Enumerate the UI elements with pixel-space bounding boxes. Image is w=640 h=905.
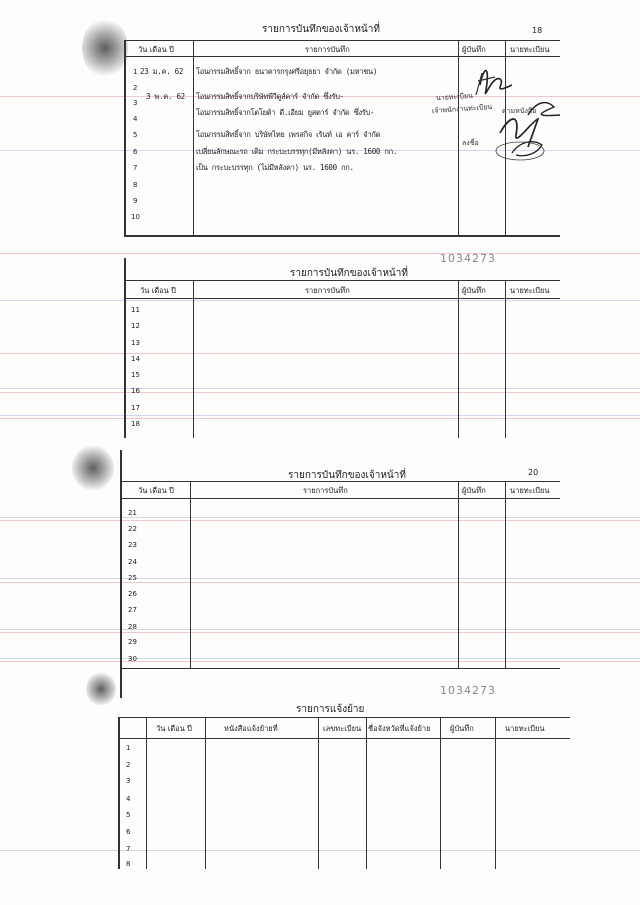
- header-letter: หนังสือแจ้งย้ายที่: [224, 724, 278, 733]
- paper-rule: [0, 629, 640, 630]
- row-number: 1: [133, 68, 138, 76]
- scan-speck: [72, 445, 114, 491]
- header-registrar: นายทะเบียน: [510, 486, 550, 495]
- paper-rule: [0, 517, 640, 518]
- row-number: 25: [128, 574, 137, 582]
- header-recorder: ผู้บันทึก: [462, 486, 486, 495]
- column-divider: [495, 717, 496, 869]
- table-border: [124, 298, 560, 299]
- row-number: 13: [131, 339, 140, 347]
- row-number: 11: [131, 306, 140, 314]
- row-number: 28: [128, 623, 137, 631]
- row-number: 6: [133, 148, 138, 156]
- row-number: 24: [128, 558, 137, 566]
- paper-rule: [0, 388, 640, 389]
- entry-text: โอนกรรมสิทธิ์จาก ธนาคารกรุงศรีอยุธยา จำกัด (มหาชน): [196, 67, 378, 76]
- header-date: วัน เดือน ปี: [138, 486, 174, 495]
- header-recorder: ผู้บันทึก: [450, 724, 474, 733]
- table-border: [124, 40, 560, 41]
- paper-rule: [0, 582, 640, 583]
- paper-rule: [0, 353, 640, 354]
- header-registrar: นายทะเบียน: [510, 45, 550, 54]
- row-number: 4: [126, 795, 131, 803]
- table-border: [120, 450, 122, 698]
- header-registrar: นายทะเบียน: [505, 724, 545, 733]
- page-number: 18: [532, 26, 543, 35]
- signature-stamp: [420, 55, 570, 180]
- entry-date: 23 ม.ค. 62: [140, 67, 184, 76]
- header-entry: รายการบันทึก: [305, 286, 350, 295]
- row-number: 2: [133, 84, 138, 92]
- row-number: 8: [133, 181, 138, 189]
- row-number: 17: [131, 404, 140, 412]
- column-divider: [190, 481, 191, 669]
- scan-speck: [86, 672, 116, 706]
- header-date: วัน เดือน ปี: [156, 724, 192, 733]
- table-border: [120, 668, 560, 669]
- entry-text: เปลี่ยนลักษณะรถ เดิม กระบะบรรทุก(มีหลังคา) นร. 1600 กก.: [196, 147, 398, 156]
- row-number: 10: [131, 213, 140, 221]
- stamp-text: ลงชื่อ: [462, 139, 479, 147]
- section1-title: รายการบันทึกของเจ้าหน้าที่: [262, 24, 380, 35]
- section4-title: รายการแจ้งย้าย: [296, 704, 365, 715]
- table-border: [124, 40, 126, 236]
- entry-text: เป็น กระบะบรรทุก (ไม่มีหลังคา) นร. 1600 กก.: [196, 163, 354, 172]
- header-entry: รายการบันทึก: [305, 45, 350, 54]
- row-number: 27: [128, 606, 137, 614]
- table-border: [124, 235, 560, 237]
- header-province: ชื่อจังหวัดที่แจ้งย้าย: [368, 724, 431, 733]
- header-recorder: ผู้บันทึก: [462, 286, 486, 295]
- row-number: 3: [133, 99, 138, 107]
- paper-rule: [0, 661, 640, 662]
- paper-rule: [0, 253, 640, 254]
- column-divider: [193, 40, 194, 236]
- paper-rule: [0, 578, 640, 579]
- section2-title: รายการบันทึกของเจ้าหน้าที่: [290, 268, 408, 279]
- column-divider: [146, 717, 147, 869]
- column-divider: [205, 717, 206, 869]
- serial-number: 1034273: [440, 252, 496, 265]
- column-divider: [193, 280, 194, 438]
- table-border: [120, 481, 560, 482]
- table-border: [118, 717, 570, 718]
- stamp-text: ตามหนังสือ: [502, 107, 537, 115]
- row-number: 8: [126, 860, 131, 868]
- row-number: 14: [131, 355, 140, 363]
- column-divider: [505, 280, 506, 438]
- row-number: 12: [131, 322, 140, 330]
- scan-speck: [82, 18, 128, 78]
- row-number: 23: [128, 541, 137, 549]
- table-border: [124, 280, 560, 281]
- header-recorder: ผู้บันทึก: [462, 45, 486, 54]
- row-number: 7: [126, 845, 131, 853]
- paper-rule: [0, 850, 640, 851]
- entry-date: 3 พ.ค. 62: [146, 92, 185, 101]
- column-divider: [440, 717, 441, 869]
- column-divider: [318, 717, 319, 869]
- row-number: 4: [133, 115, 138, 123]
- entry-text: โอนกรรมสิทธิ์จากบริษัทพีวีดูส์คาร์ จำกัด ซึ่งรับ-: [196, 92, 344, 101]
- column-divider: [458, 481, 459, 669]
- row-number: 7: [133, 164, 138, 172]
- row-number: 1: [126, 744, 131, 752]
- row-number: 3: [126, 777, 131, 785]
- column-divider: [458, 280, 459, 438]
- row-number: 30: [128, 655, 137, 663]
- row-number: 22: [128, 525, 137, 533]
- page-number: 20: [528, 468, 539, 477]
- table-border: [118, 717, 120, 869]
- row-number: 26: [128, 590, 137, 598]
- stamp-text: นายทะเบียน: [435, 91, 474, 103]
- row-number: 5: [133, 131, 138, 139]
- row-number: 16: [131, 387, 140, 395]
- row-number: 2: [126, 761, 131, 769]
- table-border: [118, 738, 570, 739]
- header-date: วัน เดือน ปี: [140, 286, 176, 295]
- header-registrar: นายทะเบียน: [510, 286, 550, 295]
- header-entry: รายการบันทึก: [303, 486, 348, 495]
- header-date: วัน เดือน ปี: [138, 45, 174, 54]
- paper-rule: [0, 632, 640, 633]
- row-number: 15: [131, 371, 140, 379]
- row-number: 6: [126, 828, 131, 836]
- row-number: 29: [128, 638, 137, 646]
- column-divider: [366, 717, 367, 869]
- serial-number: 1034273: [440, 684, 496, 697]
- row-number: 9: [133, 197, 138, 205]
- table-border: [124, 258, 126, 438]
- section3-title: รายการบันทึกของเจ้าหน้าที่: [288, 470, 406, 481]
- paper-rule: [0, 418, 640, 419]
- header-reg-no: เลขทะเบียน: [323, 724, 362, 733]
- paper-rule: [0, 520, 640, 521]
- row-number: 5: [126, 811, 131, 819]
- paper-rule: [0, 392, 640, 393]
- stamp-text: เจ้าพนักงานทะเบียน: [431, 102, 493, 116]
- paper-rule: [0, 658, 640, 659]
- paper-rule: [0, 300, 640, 301]
- paper-rule: [0, 415, 640, 416]
- table-border: [120, 498, 560, 499]
- row-number: 21: [128, 509, 137, 517]
- column-divider: [505, 481, 506, 669]
- row-number: 18: [131, 420, 140, 428]
- entry-text: โอนกรรมสิทธิ์จาก บริษัทไทย เพรสกิจ เร้นท์ เอ คาร์ จำกัด: [196, 130, 381, 139]
- entry-text: โอนกรรมสิทธิ์จากโตโยต้า ดี.เอียม ยูสตาร์ จำกัด ซึ่งรับ-: [196, 108, 375, 117]
